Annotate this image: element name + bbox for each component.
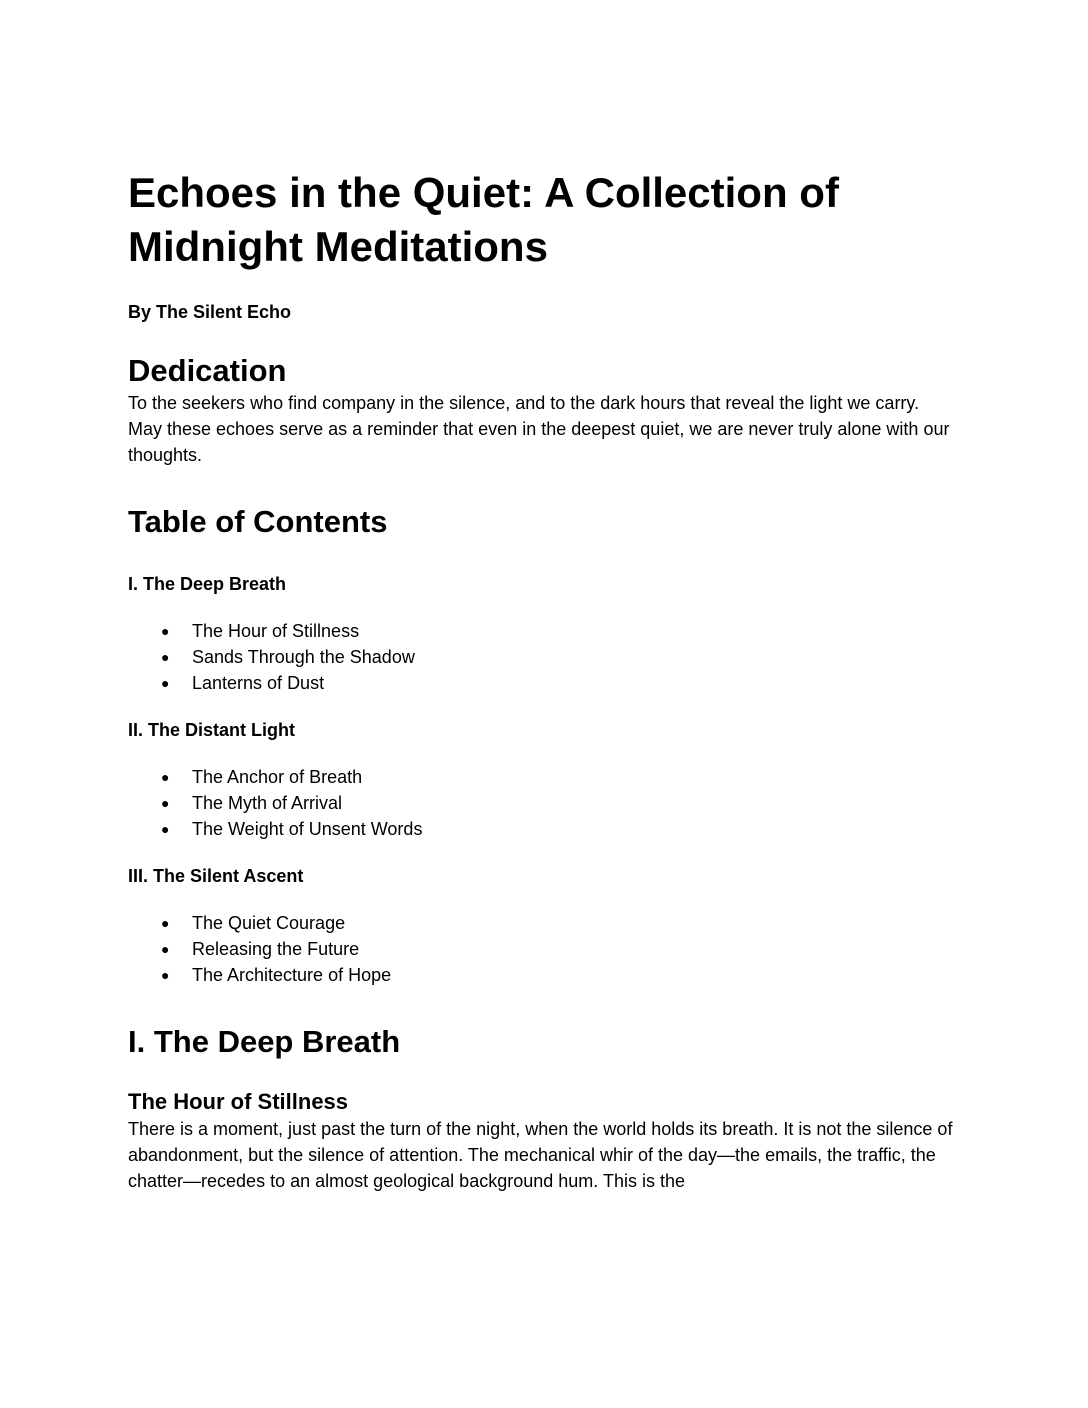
bullet-icon: ● xyxy=(161,795,170,811)
toc-item-label: The Anchor of Breath xyxy=(192,767,363,787)
document-body xyxy=(128,166,958,1194)
toc-part-title: III. The Silent Ascent xyxy=(128,866,304,886)
toc-item-label: The Weight of Unsent Words xyxy=(192,819,423,839)
toc-item xyxy=(128,816,958,842)
toc-item xyxy=(128,644,958,670)
bullet-icon: ● xyxy=(161,623,170,639)
toc-item xyxy=(128,618,958,644)
dedication-heading: Dedication xyxy=(128,353,287,388)
bullet-icon: ● xyxy=(161,915,170,931)
toc-list xyxy=(128,910,958,988)
author-byline: By The Silent Echo xyxy=(128,302,292,322)
bullet-icon: ● xyxy=(161,941,170,957)
toc-item-label: The Hour of Stillness xyxy=(192,621,360,641)
section-text: There is a moment, just past the turn of the night, when the world holds its breath. It is not the silence of abandonment, but the silence of attention. The mechanical whir of the day—the emails, the traffic, the chatter—recedes to an almost geological background hum. This is the xyxy=(128,1119,953,1191)
document-title: Echoes in the Quiet: A Collection of Midnight Meditations xyxy=(128,169,839,270)
toc-item-label: Releasing the Future xyxy=(192,939,360,959)
toc-part-title: I. The Deep Breath xyxy=(128,574,287,594)
toc-item xyxy=(128,764,958,790)
toc-list xyxy=(128,764,958,842)
toc-heading: Table of Contents xyxy=(128,504,388,539)
toc-item-label: Lanterns of Dust xyxy=(192,673,325,693)
toc-item xyxy=(128,962,958,988)
dedication-text: To the seekers who find company in the silence, and to the dark hours that reveal the light we carry. May these echoes serve as a reminder that even in the deepest quiet, we are never truly alone with our thoughts. xyxy=(128,393,950,465)
toc-item-label: The Myth of Arrival xyxy=(192,793,343,813)
toc-item xyxy=(128,936,958,962)
bullet-icon: ● xyxy=(161,675,170,691)
toc-part-title: II. The Distant Light xyxy=(128,720,295,740)
bullet-icon: ● xyxy=(161,649,170,665)
toc-list xyxy=(128,618,958,696)
toc-item xyxy=(128,910,958,936)
part-heading: I. The Deep Breath xyxy=(128,1024,401,1059)
toc-item-label: Sands Through the Shadow xyxy=(192,647,415,667)
toc-item-label: The Architecture of Hope xyxy=(192,965,392,985)
toc-item xyxy=(128,790,958,816)
toc-item-label: The Quiet Courage xyxy=(192,913,346,933)
toc-item xyxy=(128,670,958,696)
bullet-icon: ● xyxy=(161,769,170,785)
bullet-icon: ● xyxy=(161,967,170,983)
section-heading: The Hour of Stillness xyxy=(128,1089,349,1114)
bullet-icon: ● xyxy=(161,821,170,837)
